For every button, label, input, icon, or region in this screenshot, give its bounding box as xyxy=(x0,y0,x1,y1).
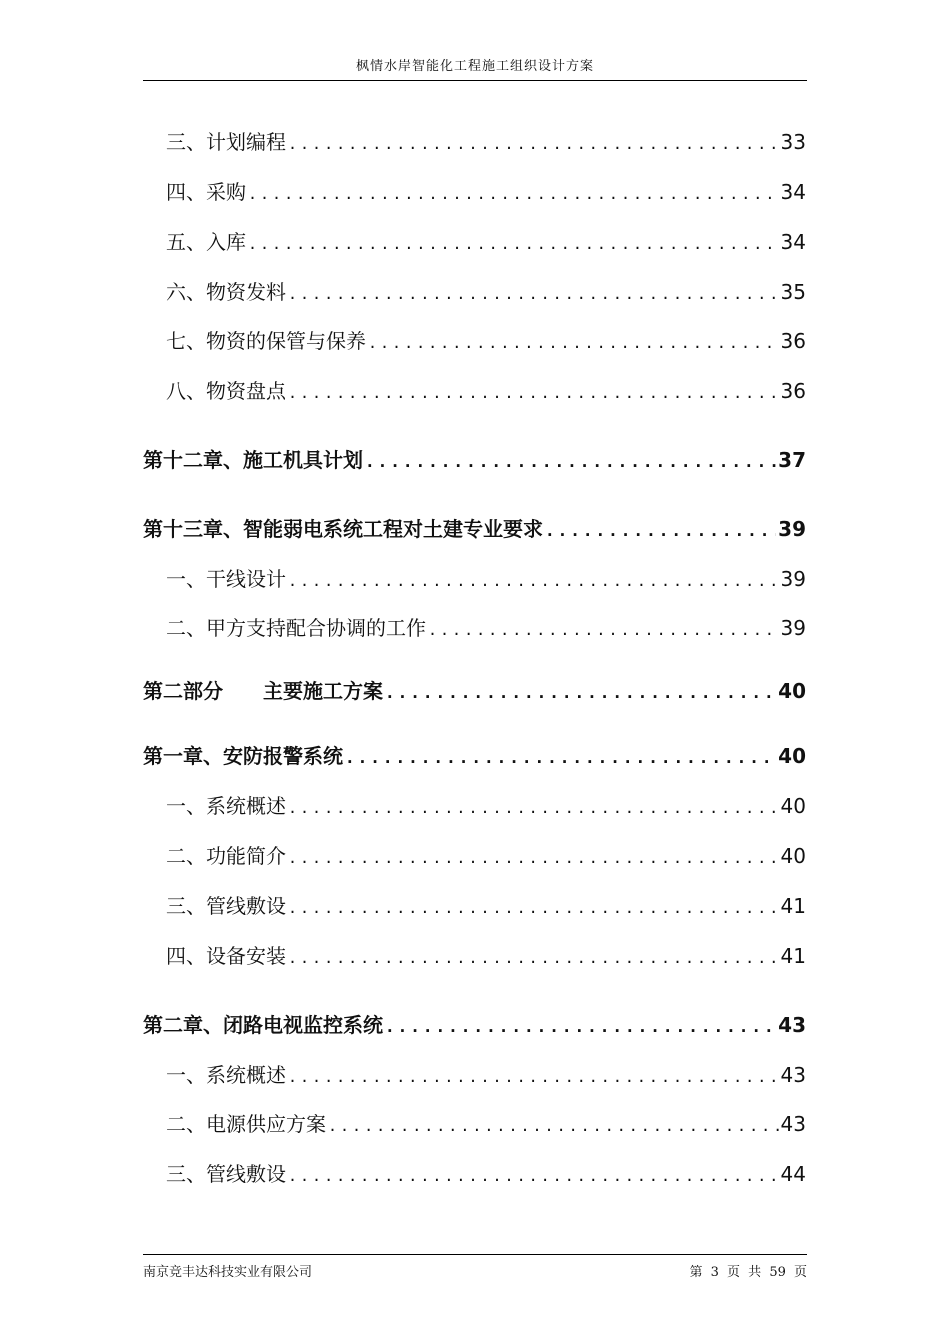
toc-entry-page: 44 xyxy=(780,1162,806,1186)
toc-entry[interactable] xyxy=(166,376,806,406)
page-number: 第 3 页 共 59 页 xyxy=(689,1265,807,1280)
toc-leader-dots xyxy=(288,1062,779,1090)
toc-entry-page: 33 xyxy=(780,130,806,154)
toc-entry-title: 第十二章、施工机具计划 xyxy=(143,448,363,472)
page-header xyxy=(143,56,807,81)
toc-entry-title: 三、管线敷设 xyxy=(166,1162,286,1186)
toc-part-entry[interactable] xyxy=(143,676,806,706)
toc-entry-title: 一、干线设计 xyxy=(166,567,286,591)
toc-entry-page: 36 xyxy=(780,329,806,353)
toc-entry[interactable] xyxy=(166,277,806,307)
toc-entry[interactable] xyxy=(166,841,806,871)
toc-leader-dots xyxy=(288,129,779,157)
toc-leader-dots xyxy=(288,566,779,594)
toc-leader-dots xyxy=(248,179,779,207)
toc-entry[interactable] xyxy=(166,791,806,821)
toc-leader-dots xyxy=(288,378,779,406)
toc-entry[interactable] xyxy=(166,941,806,971)
toc-entry-title: 四、设备安装 xyxy=(166,944,286,968)
toc-entry-title: 第二部分 主要施工方案 xyxy=(143,679,383,703)
toc-entry[interactable] xyxy=(166,1109,806,1139)
toc-entry[interactable] xyxy=(166,1060,806,1090)
toc-chapter-entry[interactable] xyxy=(143,514,806,544)
toc-leader-dots xyxy=(545,516,776,544)
toc-entry-title: 八、物资盘点 xyxy=(166,379,286,403)
toc-chapter-entry[interactable] xyxy=(143,1010,806,1040)
toc-entry-title: 二、功能简介 xyxy=(166,844,286,868)
toc-entry-page: 40 xyxy=(778,744,806,768)
toc-leader-dots xyxy=(288,793,779,821)
toc-entry-page: 37 xyxy=(778,448,806,472)
toc-entry-page: 35 xyxy=(780,280,806,304)
toc-entry[interactable] xyxy=(166,564,806,594)
toc-leader-dots xyxy=(288,943,779,971)
toc-entry-title: 三、计划编程 xyxy=(166,130,286,154)
toc-entry-page: 40 xyxy=(780,844,806,868)
toc-entry-page: 41 xyxy=(780,944,806,968)
toc-entry[interactable] xyxy=(166,891,806,921)
toc-chapter-entry[interactable] xyxy=(143,445,806,475)
toc-entry-title: 二、甲方支持配合协调的工作 xyxy=(166,616,426,640)
toc-entry-title: 第一章、安防报警系统 xyxy=(143,744,343,768)
toc-entry[interactable] xyxy=(166,227,806,257)
toc-leader-dots xyxy=(328,1111,779,1139)
toc-entry[interactable] xyxy=(166,177,806,207)
toc-entry-page: 36 xyxy=(780,379,806,403)
toc-leader-dots xyxy=(385,678,776,706)
toc-entry-page: 34 xyxy=(780,180,806,204)
toc-entry-title: 七、物资的保管与保养 xyxy=(166,329,366,353)
toc-leader-dots xyxy=(288,893,779,921)
toc-entry-title: 二、电源供应方案 xyxy=(166,1112,326,1136)
toc-leader-dots xyxy=(368,328,779,356)
company-name: 南京竞丰达科技实业有限公司 xyxy=(143,1265,313,1280)
toc-entry-title: 一、系统概述 xyxy=(166,794,286,818)
toc-entry-page: 39 xyxy=(778,517,806,541)
toc-entry-title: 五、入库 xyxy=(166,230,246,254)
toc-entry-title: 第十三章、智能弱电系统工程对土建专业要求 xyxy=(143,517,543,541)
toc-chapter-entry[interactable] xyxy=(143,741,806,771)
toc-leader-dots xyxy=(385,1012,776,1040)
toc-entry-title: 第二章、闭路电视监控系统 xyxy=(143,1013,383,1037)
toc-entry[interactable] xyxy=(166,127,806,157)
page-footer xyxy=(143,1254,807,1280)
toc-entry-title: 六、物资发料 xyxy=(166,280,286,304)
toc-entry-page: 41 xyxy=(780,894,806,918)
toc-entry-title: 一、系统概述 xyxy=(166,1063,286,1087)
toc-entry[interactable] xyxy=(166,613,806,643)
toc-entry-page: 39 xyxy=(780,567,806,591)
toc-entry-page: 43 xyxy=(780,1063,806,1087)
toc-leader-dots xyxy=(428,615,779,643)
toc-entry-page: 43 xyxy=(778,1013,806,1037)
toc-entry-title: 四、采购 xyxy=(166,180,246,204)
toc-leader-dots xyxy=(345,743,776,771)
toc-entry-title: 三、管线敷设 xyxy=(166,894,286,918)
toc-entry-page: 43 xyxy=(780,1112,806,1136)
toc-leader-dots xyxy=(288,279,779,307)
toc-entry-page: 40 xyxy=(778,679,806,703)
toc-entry-page: 39 xyxy=(780,616,806,640)
toc-leader-dots xyxy=(248,229,779,257)
toc-entry[interactable] xyxy=(166,1159,806,1189)
toc-entry-page: 40 xyxy=(780,794,806,818)
toc-leader-dots xyxy=(365,447,776,475)
toc-leader-dots xyxy=(288,843,779,871)
toc-entry-page: 34 xyxy=(780,230,806,254)
document-title: 枫情水岸智能化工程施工组织设计方案 xyxy=(355,59,594,74)
toc-leader-dots xyxy=(288,1161,779,1189)
toc-entry[interactable] xyxy=(166,326,806,356)
